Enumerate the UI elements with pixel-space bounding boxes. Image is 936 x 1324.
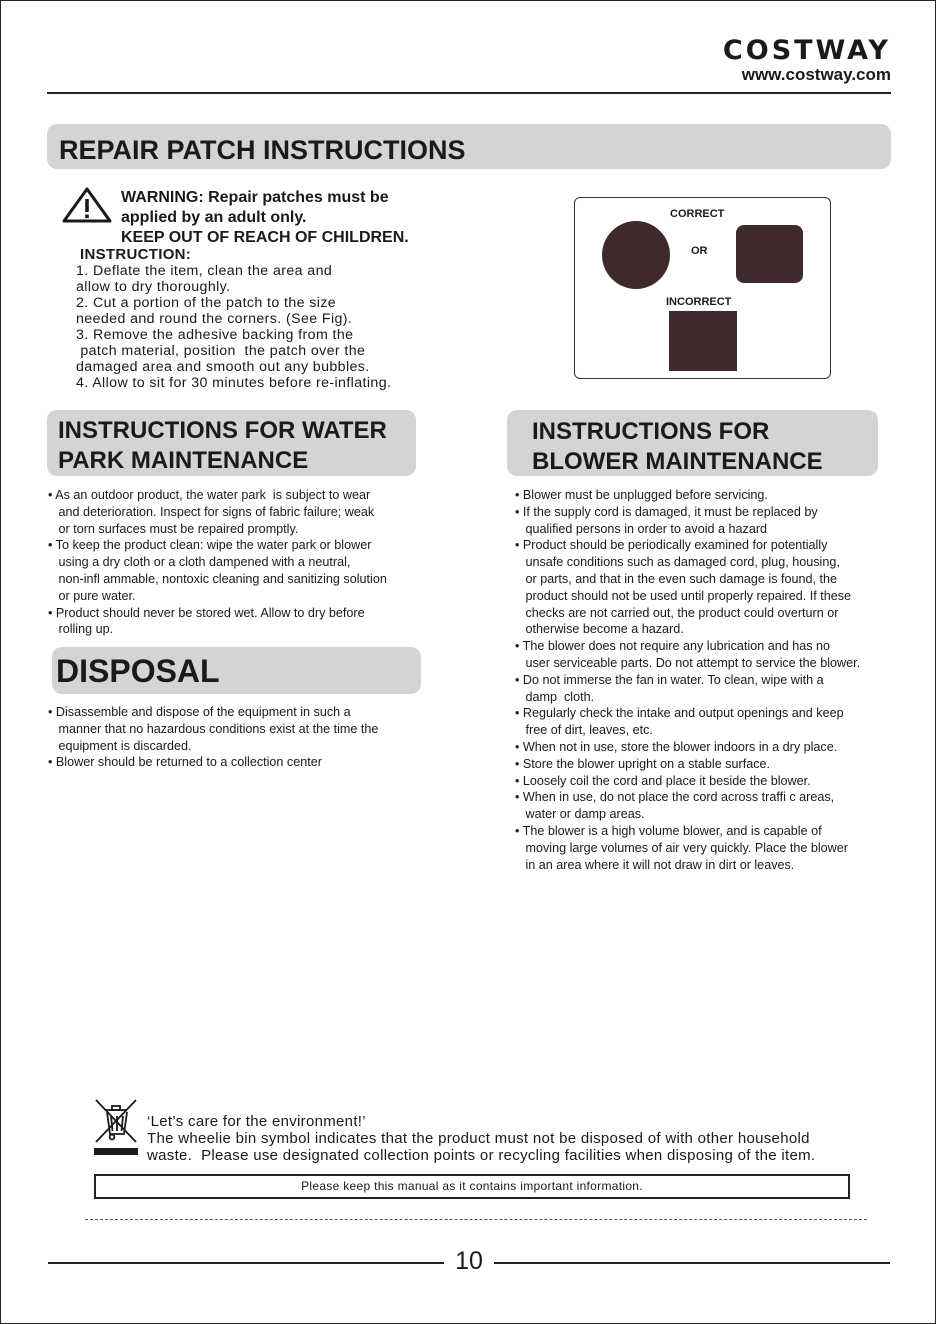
section-title-line: PARK MAINTENANCE xyxy=(58,447,309,474)
bullet-line: manner that no hazardous conditions exist at the time the xyxy=(48,721,379,736)
bullet-line: • Blower must be unplugged before servicing. xyxy=(515,488,768,502)
bullet-line: damp cloth. xyxy=(515,689,595,704)
step-line: needed and round the corners. (See Fig). xyxy=(76,311,353,327)
bullet-line: • The blower is a high volume blower, and is capable of xyxy=(515,823,822,838)
environment-line: waste. Please use designated collection points or recycling facilities when disposing of the item. xyxy=(147,1147,816,1164)
bullet-line: • When in use, do not place the cord across traffi c areas, xyxy=(515,790,835,805)
step-line: 4. Allow to sit for 30 minutes before re-inflating. xyxy=(76,375,392,391)
bullet-line: or parts, and that in the even such damage is found, the xyxy=(515,571,838,586)
crossed-wheelie-bin-icon xyxy=(94,1098,138,1156)
repair-steps xyxy=(76,263,391,391)
bullet-line: product should not be used until properly repaired. If these xyxy=(515,588,852,603)
patch-shape-figure xyxy=(574,197,831,379)
blower-section-title xyxy=(507,410,878,476)
bullet-line: • Product should never be stored wet. Allow to dry before xyxy=(48,605,365,620)
bullet-line: • Disassemble and dispose of the equipment in such a xyxy=(48,705,351,719)
bullet-line: equipment is discarded. xyxy=(48,738,192,753)
footer-rule-left xyxy=(48,1262,444,1264)
square-corner-patch-shape xyxy=(669,311,737,371)
keep-manual-notice: Please keep this manual as it contains important information. xyxy=(94,1174,850,1199)
bullet-line: qualified persons in order to avoid a hazard xyxy=(515,521,768,536)
instruction-heading: INSTRUCTION: xyxy=(80,246,192,263)
bullet-line: free of dirt, leaves, etc. xyxy=(515,723,653,738)
bullet-line: • If the supply cord is damaged, it must be replaced by xyxy=(515,504,818,519)
figure-label-incorrect: INCORRECT xyxy=(666,296,732,308)
bullet-line: • Product should be periodically examined for potentially xyxy=(515,538,828,553)
rounded-corner-patch-shape xyxy=(736,225,803,283)
repair-section-title: REPAIR PATCH INSTRUCTIONS xyxy=(47,124,891,169)
bullet-line: user serviceable parts. Do not attempt to service the blower. xyxy=(515,655,861,670)
step-line: damaged area and smooth out any bubbles. xyxy=(76,359,370,375)
bullet-line: • Blower should be returned to a collection center xyxy=(48,755,322,770)
step-line: allow to dry thoroughly. xyxy=(76,279,231,295)
warning-line: applied by an adult only. xyxy=(121,209,307,226)
step-line: 2. Cut a portion of the patch to the size xyxy=(76,295,337,311)
brand-url: www.costway.com xyxy=(741,65,891,84)
section-title-line: BLOWER MAINTENANCE xyxy=(532,448,823,475)
footer-rule-right xyxy=(494,1262,890,1264)
warning-line: KEEP OUT OF REACH OF CHILDREN. xyxy=(121,229,409,246)
bullet-line: unsafe conditions such as damaged cord, plug, housing, xyxy=(515,555,840,570)
figure-label-or: OR xyxy=(691,245,708,257)
bullet-line: or torn surfaces must be repaired promptly. xyxy=(48,521,299,536)
bullet-line: and deterioration. Inspect for signs of fabric failure; weak xyxy=(48,504,375,519)
bullet-line: rolling up. xyxy=(48,622,114,637)
bullet-line: non-infl ammable, nontoxic cleaning and sanitizing solution xyxy=(48,571,387,586)
bullet-line: water or damp areas. xyxy=(515,807,645,822)
step-line: 3. Remove the adhesive backing from the xyxy=(76,327,354,343)
brand-logo: COSTWAY xyxy=(722,35,891,66)
bullet-line: • The blower does not require any lubrication and has no xyxy=(515,639,831,654)
warning-text xyxy=(121,188,409,248)
step-line: 1. Deflate the item, clean the area and xyxy=(76,263,333,279)
warning-line: WARNING: Repair patches must be xyxy=(121,189,389,206)
page-number: 10 xyxy=(455,1247,483,1275)
dashed-separator xyxy=(85,1219,867,1220)
bullet-line: • Store the blower upright on a stable surface. xyxy=(515,756,771,771)
bullet-line: or pure water. xyxy=(48,588,136,603)
environment-line: The wheelie bin symbol indicates that the product must not be disposed of with other household xyxy=(147,1130,810,1147)
bullet-line: moving large volumes of air very quickly. Place the blower xyxy=(515,840,848,855)
disposal-bullets xyxy=(48,704,378,771)
environment-notice xyxy=(147,1113,815,1164)
disposal-section-title: DISPOSAL xyxy=(52,647,421,694)
water-park-section-title xyxy=(47,410,416,476)
header-rule xyxy=(47,92,891,94)
environment-line: ‘Let’s care for the environment!’ xyxy=(147,1113,366,1130)
figure-label-correct: CORRECT xyxy=(670,208,725,220)
bullet-line: • Loosely coil the cord and place it beside the blower. xyxy=(515,773,811,788)
warning-triangle-icon xyxy=(62,187,112,223)
step-line: patch material, position the patch over the xyxy=(76,343,366,359)
bullet-line: • Regularly check the intake and output openings and keep xyxy=(515,706,844,721)
bullet-line: checks are not carried out, the product could overturn or xyxy=(515,605,839,620)
water-park-bullets xyxy=(48,487,387,638)
bullet-line: otherwise become a hazard. xyxy=(515,622,684,637)
blower-bullets xyxy=(515,487,860,873)
bullet-line: • When not in use, store the blower indoors in a dry place. xyxy=(515,739,838,754)
brand-header xyxy=(723,37,891,85)
section-title-line: INSTRUCTIONS FOR WATER xyxy=(58,417,387,444)
bullet-line: in an area where it will not draw in dirt or leaves. xyxy=(515,857,795,872)
bullet-line: • Do not immerse the fan in water. To clean, wipe with a xyxy=(515,672,824,687)
bullet-line: • To keep the product clean: wipe the water park or blower xyxy=(48,538,372,553)
round-patch-shape xyxy=(602,221,670,289)
bullet-line: • As an outdoor product, the water park is subject to wear xyxy=(48,488,371,502)
bullet-line: using a dry cloth or a cloth dampened with a neutral, xyxy=(48,555,351,570)
section-title-line: INSTRUCTIONS FOR xyxy=(532,418,770,445)
